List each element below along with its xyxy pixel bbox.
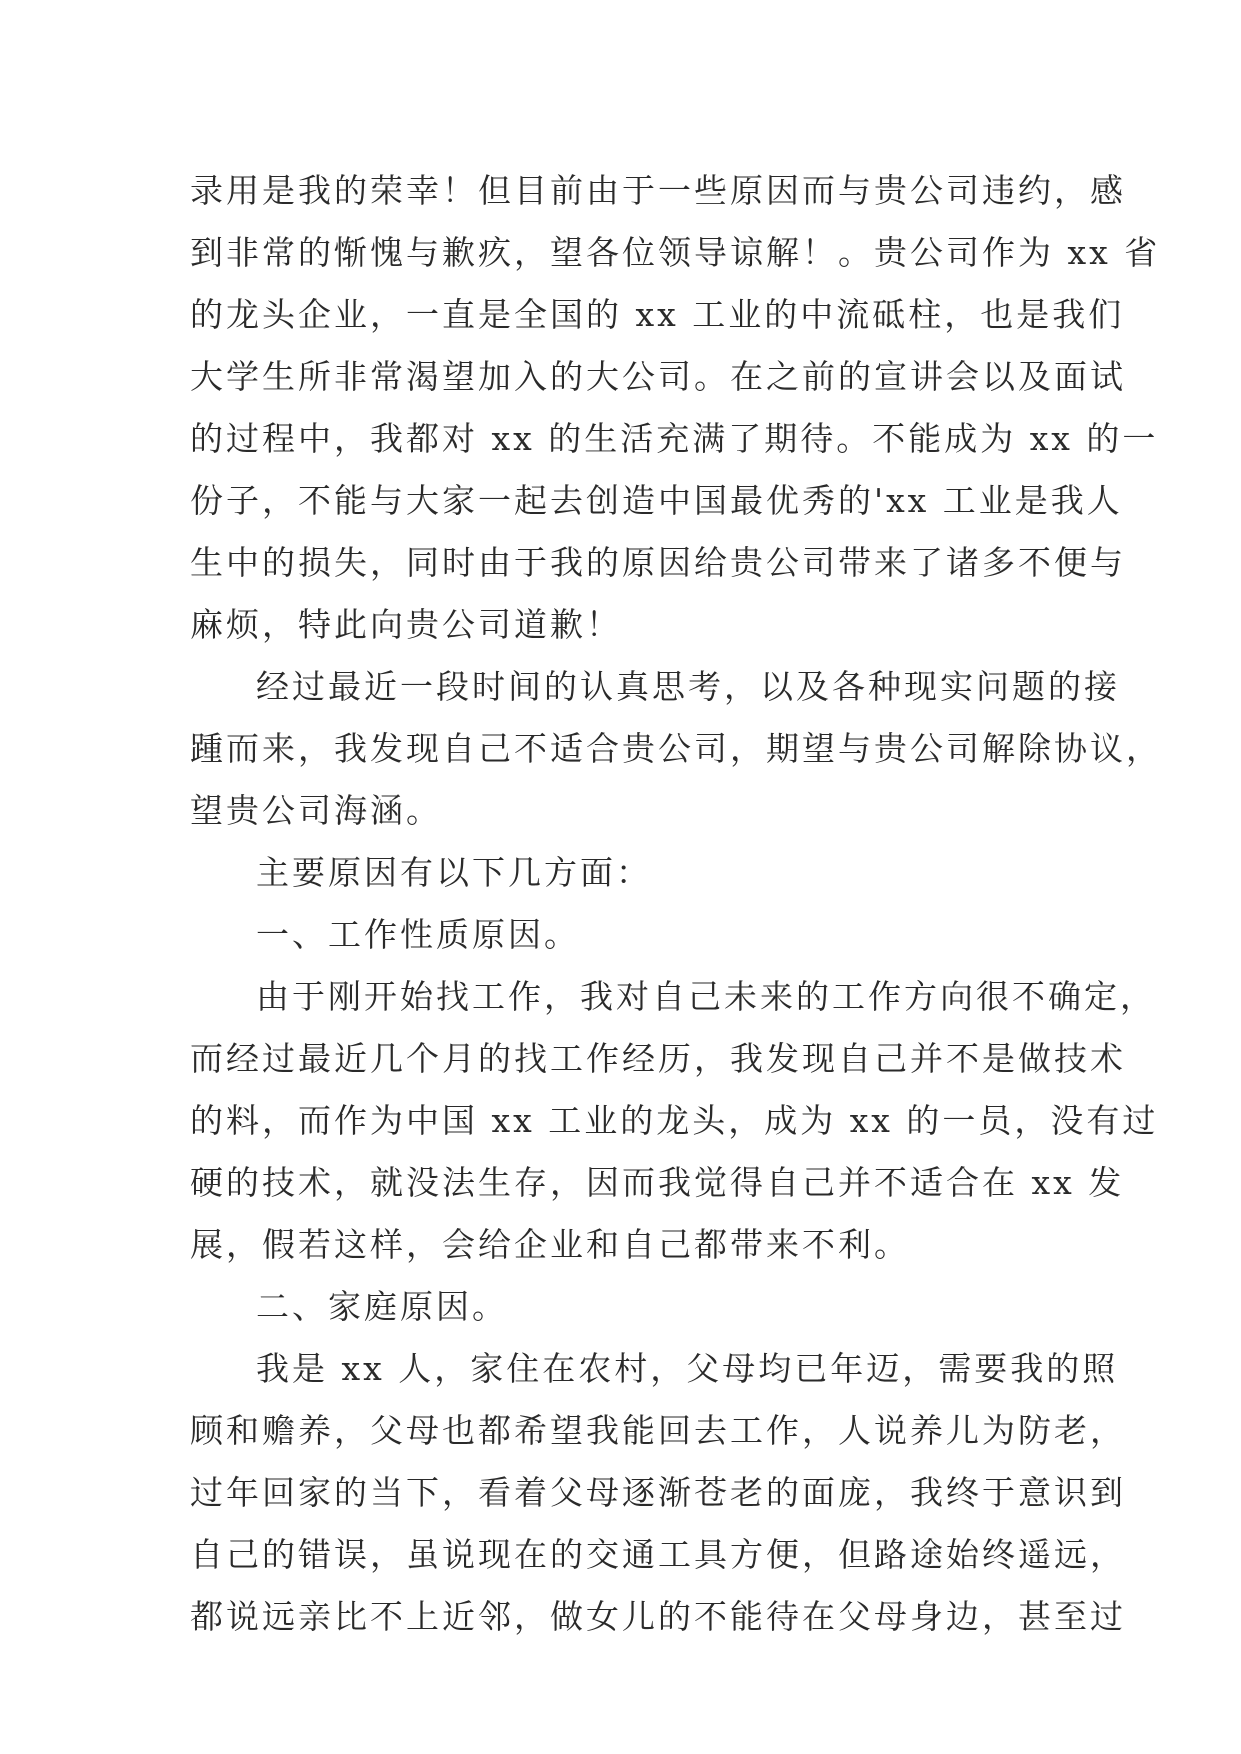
text-line: 录用是我的荣幸！但目前由于一些原因而与贵公司违约，感 [190,171,1126,210]
text-line: 自己的错误，虽说现在的交通工具方便，但路途始终遥远， [190,1535,1126,1574]
text-line: 经过最近一段时间的认真思考，以及各种现实问题的接 [256,667,1120,706]
text-line: 展，假若这样，会给企业和自己都带来不利。 [190,1225,910,1264]
text-line: 由于刚开始找工作，我对自己未来的工作方向很不确定， [256,977,1156,1016]
text-line: 主要原因有以下几方面： [256,853,652,892]
text-line: 到非常的惭愧与歉疚，望各位领导谅解！。贵公司作为 xx 省 [190,233,1161,272]
text-line: 的龙头企业，一直是全国的 xx 工业的中流砥柱，也是我们 [190,295,1125,334]
text-line: 而经过最近几个月的找工作经历，我发现自己并不是做技术 [190,1039,1126,1078]
text-line: 份子，不能与大家一起去创造中国最优秀的'xx 工业是我人 [190,481,1123,520]
text-line: 踵而来，我发现自己不适合贵公司，期望与贵公司解除协议， [190,729,1162,768]
text-line: 的过程中，我都对 xx 的生活充满了期待。不能成为 xx 的一 [190,419,1159,458]
text-line: 过年回家的当下，看着父母逐渐苍老的面庞，我终于意识到 [190,1473,1126,1512]
text-line: 一、工作性质原因。 [256,915,580,954]
text-line: 麻烦，特此向贵公司道歉！ [190,605,622,644]
text-line: 二、家庭原因。 [256,1287,508,1326]
text-line: 望贵公司海涵。 [190,791,442,830]
text-line: 顾和赡养，父母也都希望我能回去工作，人说养儿为防老， [190,1411,1126,1450]
text-line: 我是 xx 人，家住在农村，父母均已年迈，需要我的照 [256,1349,1119,1388]
text-line: 大学生所非常渴望加入的大公司。在之前的宣讲会以及面试 [190,357,1126,396]
text-line: 的料，而作为中国 xx 工业的龙头，成为 xx 的一员，没有过 [190,1101,1159,1140]
document-body [190,160,1162,1648]
text-line: 生中的损失，同时由于我的原因给贵公司带来了诸多不便与 [190,543,1126,582]
text-line: 都说远亲比不上近邻，做女儿的不能待在父母身边，甚至过 [190,1597,1126,1636]
text-line: 硬的技术，就没法生存，因而我觉得自己并不适合在 xx 发 [190,1163,1125,1202]
